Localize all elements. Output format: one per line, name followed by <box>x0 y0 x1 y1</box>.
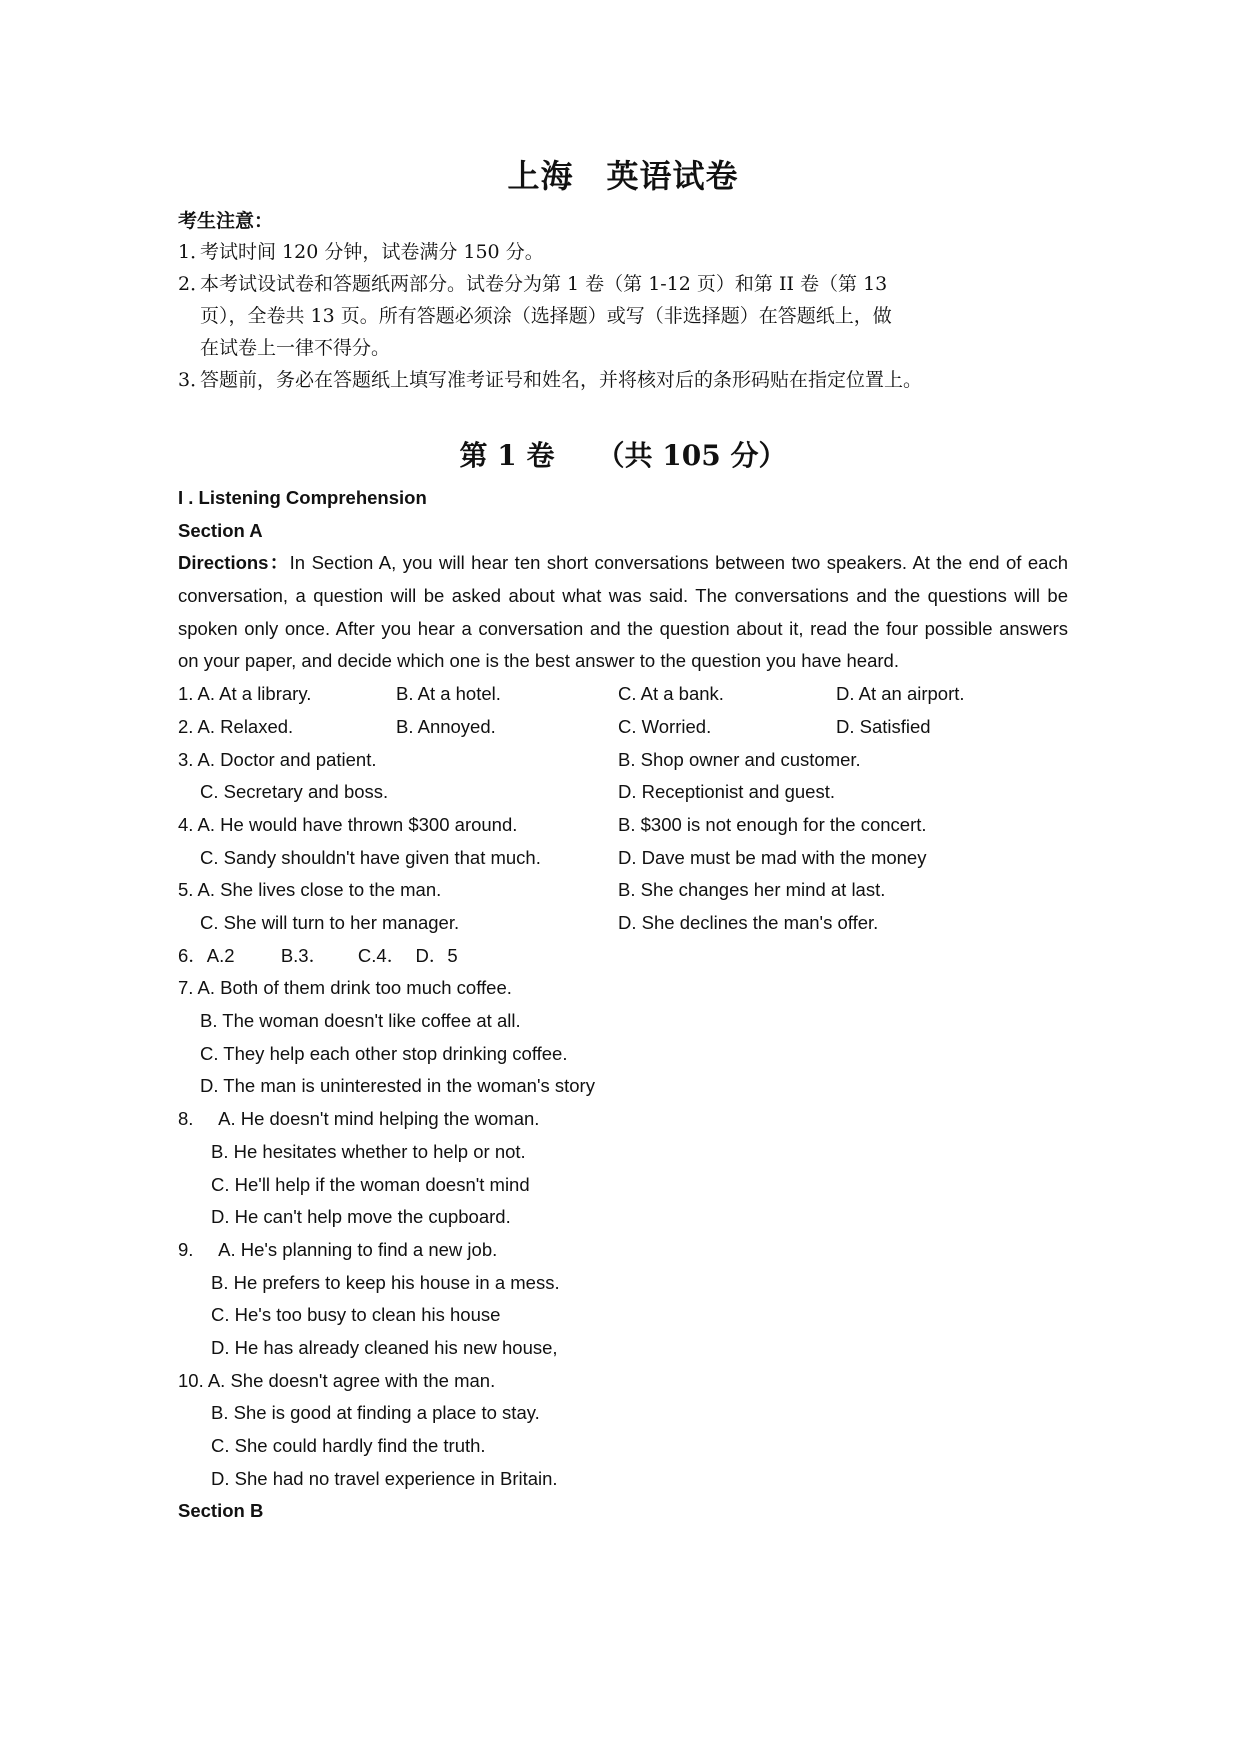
q3-option-d: D. Receptionist and guest. <box>618 781 835 803</box>
notice-item <box>178 364 1068 396</box>
part-heading: I . Listening Comprehension <box>178 487 427 508</box>
q2-option-c: C. Worried. <box>618 715 712 737</box>
q4-option-d: D. Dave must be mad with the money <box>618 846 927 868</box>
q2-option-d: D. Satisfied <box>836 715 931 737</box>
directions-paragraph <box>178 547 1068 678</box>
q5-option-c: C. She will turn to her manager. <box>200 912 460 933</box>
q8-option-b: B. He hesitates whether to help or not. <box>211 1140 526 1162</box>
notice-number: 2． <box>178 273 210 295</box>
notice-item <box>178 268 1068 364</box>
q5-option-d: D. She declines the man's offer. <box>618 912 879 933</box>
q2-option-b: B. Annoyed. <box>396 715 496 737</box>
q9-option-d: D. He has already cleaned his new house, <box>211 1336 558 1358</box>
q8-option-a: 8. A. He doesn't mind helping the woman. <box>178 1108 540 1130</box>
q5-option-a: 5. A. She lives close to the man. <box>178 879 442 901</box>
q7-option-b: B. The woman doesn't like coffee at all. <box>200 1010 521 1032</box>
question-3 <box>178 744 1068 777</box>
notice-number: 1． <box>178 241 210 263</box>
q9-option-b: B. He prefers to keep his house in a mess. <box>211 1271 560 1293</box>
q9-option-a: 9. A. He's planning to find a new job. <box>178 1238 498 1260</box>
volume-title: 第 1 卷 （共 105 分） <box>459 439 787 472</box>
q8-option-d: D. He can't help move the cupboard. <box>211 1206 511 1228</box>
q1-option-c: C. At a bank. <box>618 683 724 705</box>
q1-option-d: D. At an airport. <box>836 683 965 705</box>
q3-option-a: 3. A. Doctor and patient. <box>178 748 377 770</box>
question-5-cont <box>178 907 1068 940</box>
question-3-cont <box>178 776 1068 809</box>
notice-text: 答题前，务必在答题纸上填写准考证号和姓名，并将核对后的条形码贴在指定位置上。 <box>200 369 923 391</box>
q7-option-d: D. The man is uninterested in the woman's story <box>200 1075 595 1097</box>
notice-item <box>178 236 1068 268</box>
q10-option-d: D. She had no travel experience in Britain. <box>211 1467 558 1489</box>
q4-option-c: C. Sandy shouldn't have given that much. <box>200 846 541 868</box>
question-1 <box>178 678 1068 711</box>
q3-option-c: C. Secretary and boss. <box>200 781 389 803</box>
q1-option-a: 1. A. At a library. <box>178 683 312 705</box>
q10-option-a: 10. A. She doesn't agree with the man. <box>178 1369 496 1391</box>
question-2 <box>178 711 1068 744</box>
question-4-cont <box>178 842 1068 875</box>
q8-option-c: C. He'll help if the woman doesn't mind <box>211 1173 530 1195</box>
q4-option-a: 4. A. He would have thrown $300 around. <box>178 813 518 835</box>
q9-option-c: C. He's too busy to clean his house <box>211 1304 501 1326</box>
question-5 <box>178 874 1068 907</box>
q10-option-c: C. She could hardly find the truth. <box>211 1435 486 1456</box>
q2-option-a: 2. A. Relaxed. <box>178 715 294 737</box>
q1-option-b: B. At a hotel. <box>396 683 501 705</box>
question-6: 6．A.2 B.3． C.4． D．5 <box>178 944 458 966</box>
section-a-heading: Section A <box>178 519 263 541</box>
q4-option-b: B. $300 is not enough for the concert. <box>618 813 927 835</box>
exam-page <box>178 150 1068 1528</box>
question-4 <box>178 809 1068 842</box>
q10-option-b: B. She is good at finding a place to stay. <box>211 1402 540 1424</box>
q7-option-a: 7. A. Both of them drink too much coffee. <box>178 977 512 999</box>
directions-text: In Section A, you will hear ten short conversations between two speakers. At the end of each conversation, a question will be asked about what was said. The conversations and the questions will be spoken only once. After you hear a conversation and the question about it, read the four possible answers on your paper, and decide which one is the best answer to the question you have heard. <box>178 552 1068 672</box>
notice-heading: 考生注意： <box>178 210 274 232</box>
notice-number: 3． <box>178 369 210 391</box>
notice-list <box>178 236 1068 396</box>
section-b-heading: Section B <box>178 1500 264 1522</box>
notice-text: 考试时间 120 分钟，试卷满分 150 分。 <box>200 241 544 263</box>
listening-section <box>178 482 1068 1528</box>
q3-option-b: B. Shop owner and customer. <box>618 748 861 770</box>
exam-title: 上海 英语试卷 <box>507 157 739 195</box>
notice-text: 本考试设试卷和答题纸两部分。试卷分为第 1 卷（第 1-12 页）和第 II 卷（第 13 页），全卷共 13 页。所有答题必须涂（选择题）或写（非选择题）在答题纸上，做在试卷上一律不得分。 <box>200 273 892 359</box>
q7-option-c: C. They help each other stop drinking coffee. <box>200 1042 568 1064</box>
q5-option-b: B. She changes her mind at last. <box>618 879 886 901</box>
directions-label: Directions： <box>178 552 290 574</box>
